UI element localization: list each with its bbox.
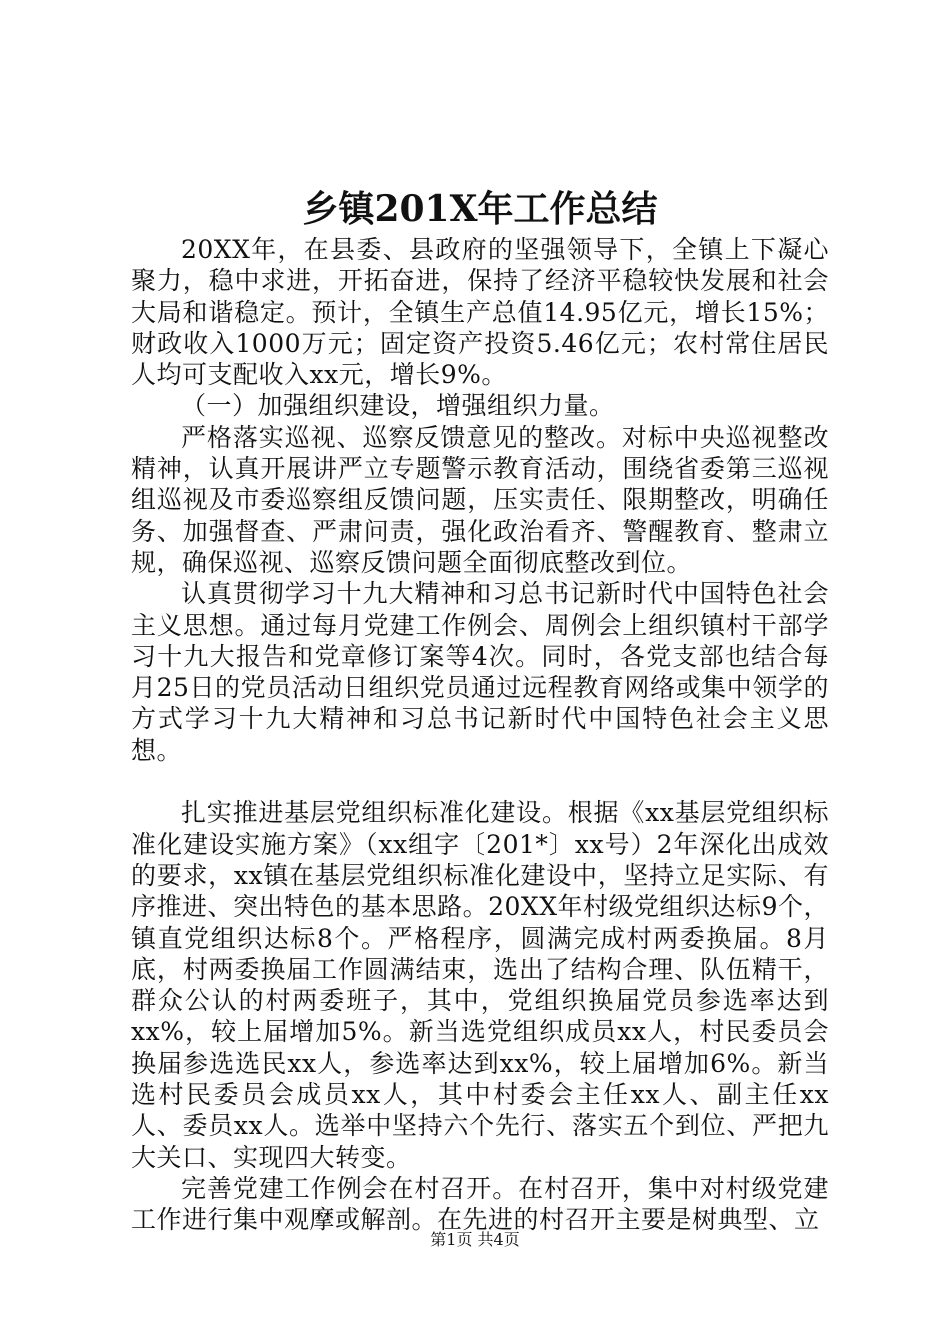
blank-line: [131, 766, 829, 797]
paragraph-study-nineteenth-congress: 认真贯彻学习十九大精神和习总书记新时代中国特色社会主义思想。通过每月党建工作例会、周例会上组织镇村干部学习十九大报告和党章修订案等4次。同时，各党支部也结合每月25日的党员活动日组织党员通过远程教育网络或集中领学的方式学习十九大精神和习总书记新时代中国特色社会主义思想。: [131, 579, 829, 765]
document-title: 乡镇201X年工作总结: [302, 188, 658, 230]
paragraph-section-heading: （一）加强组织建设，增强组织力量。: [181, 391, 615, 421]
document-body: [131, 234, 829, 1236]
paragraph-inspection-rectification: 严格落实巡视、巡察反馈意见的整改。对标中央巡视整改精神，认真开展讲严立专题警示教育活动，围绕省委第三巡视组巡视及市委巡察组反馈问题，压实责任、限期整改，明确任务、加强督查、严肃问责，强化政治看齐、警醒教育、整肃立规，确保巡视、巡察反馈问题全面彻底整改到位。: [131, 422, 829, 577]
page-footer: 第1页 共4页: [430, 1230, 520, 1249]
paragraph-standardization: 扎实推进基层党组织标准化建设。根据《xx基层党组织标准化建设实施方案》（xx组字〔201*〕xx号）2年深化出成效的要求，xx镇在基层党组织标准化建设中，坚持立足实际、有序推进、突出特色的基本思路。20XX年村级党组织达标9个，镇直党组织达标8个。严格程序，圆满完成村两委换届。8月底，村两委换届工作圆满结束，选出了结构合理、队伍精干，群众公认的村两委班子，其中，党组织换届党员参选率达到xx%，较上届增加5%。新当选党组织成员xx人，村民委员会换届参选选民xx人，参选率达到xx%，较上届增加6%。新当选村民委员会成员xx人，其中村委会主任xx人、副主任xx人、委员xx人。选举中坚持六个先行、落实五个到位、严把九大关口、实现四大转变。: [131, 798, 829, 1172]
paragraph-meetings: 完善党建工作例会在村召开。在村召开，集中对村级党建工作进行集中观摩或解剖。在先进的村召开主要是树典型、立: [131, 1173, 829, 1235]
paragraph-intro: 20XX年，在县委、县政府的坚强领导下，全镇上下凝心聚力，稳中求进，开拓奋进，保持了经济平稳较快发展和社会大局和谐稳定。预计，全镇生产总值14.95亿元，增长15%；财政收入1000万元；固定资产投资5.46亿元；农村常住居民人均可支配收入xx元，增长9%。: [131, 235, 829, 390]
